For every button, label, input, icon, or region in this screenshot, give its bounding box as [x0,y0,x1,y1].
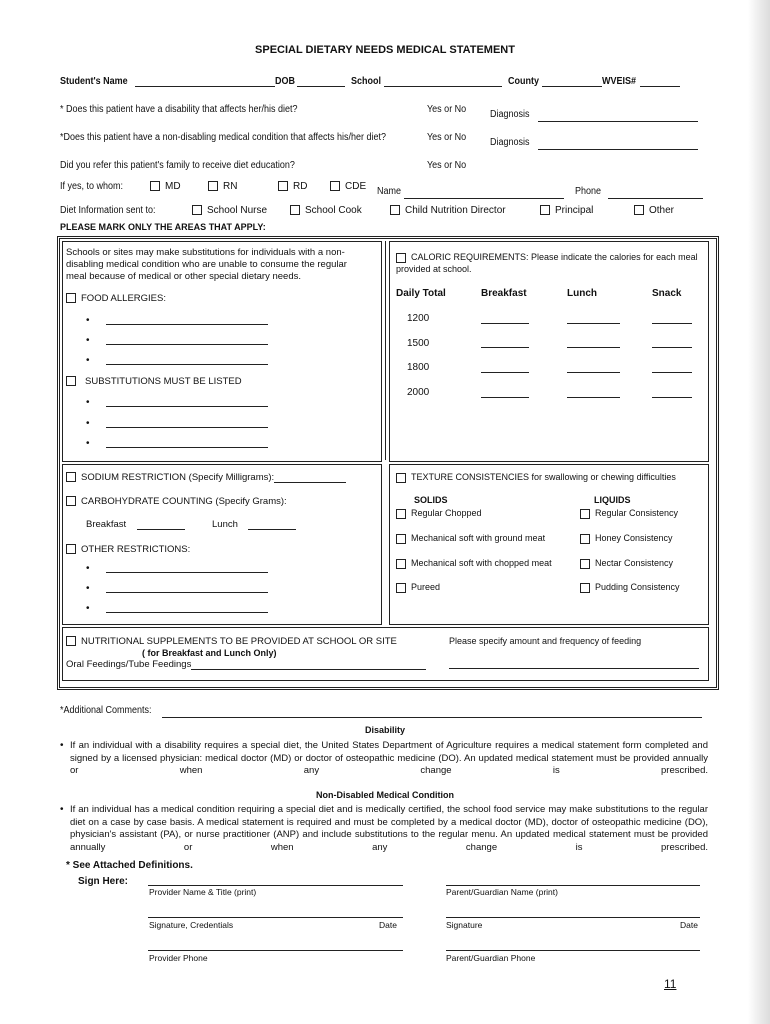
solid-option-1-label: Regular Chopped [411,508,482,518]
form-title: SPECIAL DIETARY NEEDS MEDICAL STATEMENT [255,44,515,56]
supplements-sub: ( for Breakfast and Lunch Only) [142,648,277,658]
county-field[interactable] [542,76,602,87]
question-disability: * Does this patient have a disability that affects her/his diet? [60,104,298,115]
checkbox[interactable] [580,559,590,569]
liquids-header: LIQUIDS [594,495,631,505]
parent-name-label: Parent/Guardian Name (print) [446,887,558,897]
caloric-2000-lunch[interactable] [567,397,620,398]
checkbox[interactable] [66,636,76,646]
caloric-header-snack: Snack [652,288,682,299]
bullet-icon: • [86,563,90,574]
texture-box [389,464,709,625]
diagnosis-2 [490,132,698,150]
referral-phone-label: Phone [575,186,602,197]
provider-phone-line[interactable] [148,950,403,951]
caloric-2000-snack[interactable] [652,397,692,398]
page-number: 11 [664,977,677,991]
caloric-requirements[interactable] [396,251,701,275]
checkbox[interactable] [396,253,406,263]
carb-breakfast [86,519,185,530]
signature-credentials-label: Signature, Credentials [149,920,234,930]
diagnosis-1-field[interactable] [538,111,698,122]
checkbox[interactable] [396,509,406,519]
substitutions-label: SUBSTITUTIONS MUST BE LISTED [85,376,242,387]
solid-option-3[interactable] [396,558,552,569]
bullet-icon: • [86,335,90,346]
checkbox[interactable] [66,376,76,386]
substitution-line-2[interactable] [106,427,268,428]
allergy-line-2[interactable] [106,344,268,345]
school-field[interactable] [384,76,502,87]
checkbox[interactable] [634,205,644,215]
question-education: Did you refer this patient's family to receive diet education? [60,160,295,171]
student-name-label: Student's Name [60,76,128,87]
checkbox[interactable] [396,559,406,569]
liquid-option-1-label: Regular Consistency [595,508,679,518]
diet-info-cook-label: School Cook [305,205,362,216]
checkbox[interactable] [540,205,550,215]
bullet-icon: • [60,740,64,751]
nutritional-supplements[interactable] [66,636,397,647]
disability-text: If an individual with a disability requires a special diet, the United States Department of Agriculture requires a medical statement form completed and signed by a licensed physician: medical doctor (MD) or doctor of osteopathic medicine (DO). An updated medical statement must be provided annually or when any change is prescribed. [70,740,708,776]
food-allergies-label: FOOD ALLERGIES: [81,293,166,304]
sodium-label: SODIUM RESTRICTION (Specify Milligrams): [81,472,275,483]
solid-option-2-label: Mechanical soft with ground meat [411,533,546,543]
see-attached: * See Attached Definitions. [66,860,193,871]
texture-label: TEXTURE CONSISTENCIES for swallowing or chewing difficulties [411,472,676,482]
dob-label: DOB [275,76,296,87]
checkbox[interactable] [66,293,76,303]
diet-info-other[interactable] [634,205,674,216]
checkbox[interactable] [396,473,406,483]
substitutions-must[interactable] [66,376,242,387]
diagnosis-2-field[interactable] [538,139,698,150]
checkbox[interactable] [330,181,340,191]
liquid-option-4[interactable] [580,582,680,593]
caloric-1500-snack[interactable] [652,347,692,348]
solid-option-2[interactable] [396,533,545,544]
liquid-option-2[interactable] [580,533,673,544]
diet-info-nurse-label: School Nurse [207,205,268,216]
other-restrictions-label: OTHER RESTRICTIONS: [81,544,191,555]
diagnosis-label: Diagnosis [490,109,530,120]
carb-breakfast-field[interactable] [137,519,185,530]
parent-phone-line[interactable] [446,950,700,951]
referral-label: If yes, to whom: [60,181,124,192]
checkbox[interactable] [396,534,406,544]
disability-heading: Disability [364,725,405,735]
bullet-icon: • [86,355,90,366]
caloric-row-1500: 1500 [407,338,430,349]
sodium-field[interactable] [274,472,346,483]
caloric-row-1200: 1200 [407,313,430,324]
amount-frequency-label: Please specify amount and frequency of feeding [449,636,642,646]
oral-feedings [66,659,426,670]
liquid-option-4-label: Pudding Consistency [595,582,680,592]
nondisabled-text: If an individual has a medical condition requiring a special diet and is medically certified, the school food service may make substitutions to the regular diet on a case by case basis. A medical statement is required and must be completed by a medical doctor (MD), doctor of osteopathic medicine (DO), physician's assistant (PA), or nurse practitioner (ANP) and include substitutions to the regular menu. An updated medical statement must be provided annually or when any change is prescribed. [70,804,708,853]
caloric-1800-lunch[interactable] [567,372,620,373]
header-fields-row [60,76,680,87]
checkbox[interactable] [192,205,202,215]
diet-info-nurse[interactable] [192,205,267,216]
diagnosis-label: Diagnosis [490,137,530,148]
referral-md[interactable] [150,181,181,192]
comments-field[interactable] [162,707,702,718]
provider-phone-label: Provider Phone [149,953,208,963]
liquid-option-3[interactable] [580,558,673,569]
nondisabled-heading: Non-Disabled Medical Condition [315,790,454,800]
amount-frequency-field[interactable] [449,668,699,669]
wveis-label: WVEIS# [602,76,637,87]
yes-no-3[interactable]: Yes or No [427,160,467,171]
parent-phone-label: Parent/Guardian Phone [446,953,536,963]
bullet-icon: • [86,438,90,449]
carb-counting[interactable] [66,496,287,507]
caloric-label: CALORIC REQUIREMENTS: Please indicate the calories for each meal provided at school. [396,252,698,274]
substitution-line-1[interactable] [106,406,268,407]
caloric-1800-snack[interactable] [652,372,692,373]
other-restrictions[interactable] [66,544,190,555]
parent-name-line[interactable] [446,885,700,886]
parent-signature-line[interactable] [446,917,700,918]
referral-rd[interactable] [278,181,307,192]
checkbox[interactable] [580,509,590,519]
checkbox[interactable] [208,181,218,191]
liquid-option-3-label: Nectar Consistency [595,558,674,568]
caloric-row-1800: 1800 [407,362,430,373]
other-line-3[interactable] [106,612,268,613]
oral-feedings-label: Oral Feedings/Tube Feedings [66,659,192,670]
checkbox[interactable] [66,496,76,506]
caloric-1200-breakfast[interactable] [481,323,529,324]
checkbox[interactable] [66,472,76,482]
bullet-icon: • [86,418,90,429]
liquid-option-1[interactable] [580,508,678,519]
bullet-icon: • [86,583,90,594]
provider-name-line[interactable] [148,885,403,886]
solid-option-4[interactable] [396,582,440,593]
checkbox[interactable] [66,544,76,554]
bullet-icon: • [86,315,90,326]
diet-info-label: Diet Information sent to: [60,205,156,216]
wveis-field[interactable] [640,76,680,87]
diagnosis-1 [490,104,698,122]
texture-consistencies[interactable] [396,472,676,483]
diet-info-director[interactable] [390,205,506,216]
provider-date-label: Date [379,920,397,930]
food-allergies[interactable] [66,293,166,304]
caloric-header-total: Daily Total [396,288,446,299]
referral-cde[interactable] [330,181,366,192]
provider-name-label: Provider Name & Title (print) [149,887,257,897]
referral-rn-label: RN [223,181,238,192]
solid-option-3-label: Mechanical soft with chopped meat [411,558,552,568]
caloric-header-lunch: Lunch [567,288,597,299]
referral-rd-label: RD [293,181,308,192]
carb-breakfast-label: Breakfast [86,519,127,530]
caloric-1800-breakfast[interactable] [481,372,529,373]
bullet-icon: • [86,397,90,408]
caloric-2000-breakfast[interactable] [481,397,529,398]
solids-header: SOLIDS [414,495,448,505]
checkbox[interactable] [290,205,300,215]
referral-name-field[interactable] [404,188,564,199]
yes-no-1[interactable]: Yes or No [427,104,467,115]
sodium-restriction[interactable] [66,472,346,483]
other-line-2[interactable] [106,592,268,593]
bullet-icon: • [60,804,64,815]
checkbox[interactable] [396,583,406,593]
comments-label: *Additional Comments: [60,705,152,716]
checkbox[interactable] [150,181,160,191]
student-name-field[interactable] [135,76,275,87]
allergy-line-3[interactable] [106,364,268,365]
diet-info-other-label: Other [649,205,675,216]
caloric-header-breakfast: Breakfast [481,288,527,299]
oral-feedings-field[interactable] [191,659,426,670]
diet-info-principal-label: Principal [555,205,594,216]
caloric-1500-lunch[interactable] [567,347,620,348]
school-label: School [350,76,381,87]
bullet-icon: • [86,603,90,614]
checkbox[interactable] [580,534,590,544]
additional-comments [60,700,702,718]
substitutions-intro: Schools or sites may make substitutions for individuals with a non-disabling medical condition who are unable to consume the regular meal because of medical or other special dietary needs. [66,247,347,282]
referral-cde-label: CDE [345,181,367,192]
provider-signature-line[interactable] [148,917,403,918]
county-label: County [507,76,539,87]
checkbox[interactable] [278,181,288,191]
substitution-line-3[interactable] [106,447,268,448]
referral-phone-field[interactable] [608,188,703,199]
checkbox[interactable] [580,583,590,593]
supplements-label: NUTRITIONAL SUPPLEMENTS TO BE PROVIDED AT SCHOOL OR SITE [81,636,397,647]
divider [385,241,386,460]
solid-option-4-label: Pureed [411,582,441,592]
mark-only-instruction: PLEASE MARK ONLY THE AREAS THAT APPLY: [60,222,266,232]
other-line-1[interactable] [106,572,268,573]
liquid-option-2-label: Honey Consistency [595,533,673,543]
parent-date-label: Date [680,920,698,930]
referral-rn[interactable] [208,181,237,192]
referral-name [377,181,564,199]
sign-here: Sign Here: [78,876,129,887]
checkbox[interactable] [390,205,400,215]
carb-label: CARBOHYDRATE COUNTING (Specify Grams): [81,496,287,507]
yes-no-2[interactable]: Yes or No [427,132,467,143]
caloric-1200-lunch[interactable] [567,323,620,324]
page-edge-shadow [748,0,770,1024]
referral-md-label: MD [165,181,181,192]
allergy-line-1[interactable] [106,324,268,325]
carb-lunch-label: Lunch [212,519,238,530]
diet-info-cook[interactable] [290,205,362,216]
parent-signature-label: Signature [446,920,483,930]
caloric-1200-snack[interactable] [652,323,692,324]
carb-lunch [212,519,296,530]
carb-lunch-field[interactable] [248,519,296,530]
question-nondisabling: *Does this patient have a non-disabling medical condition that affects his/her diet? [60,132,387,143]
diet-info-director-label: Child Nutrition Director [405,205,506,216]
caloric-row-2000: 2000 [407,387,430,398]
dob-field[interactable] [297,76,345,87]
referral-phone [575,181,703,199]
diet-info-principal[interactable] [540,205,593,216]
solid-option-1[interactable] [396,508,482,519]
caloric-1500-breakfast[interactable] [481,347,529,348]
referral-name-label: Name [377,186,402,197]
